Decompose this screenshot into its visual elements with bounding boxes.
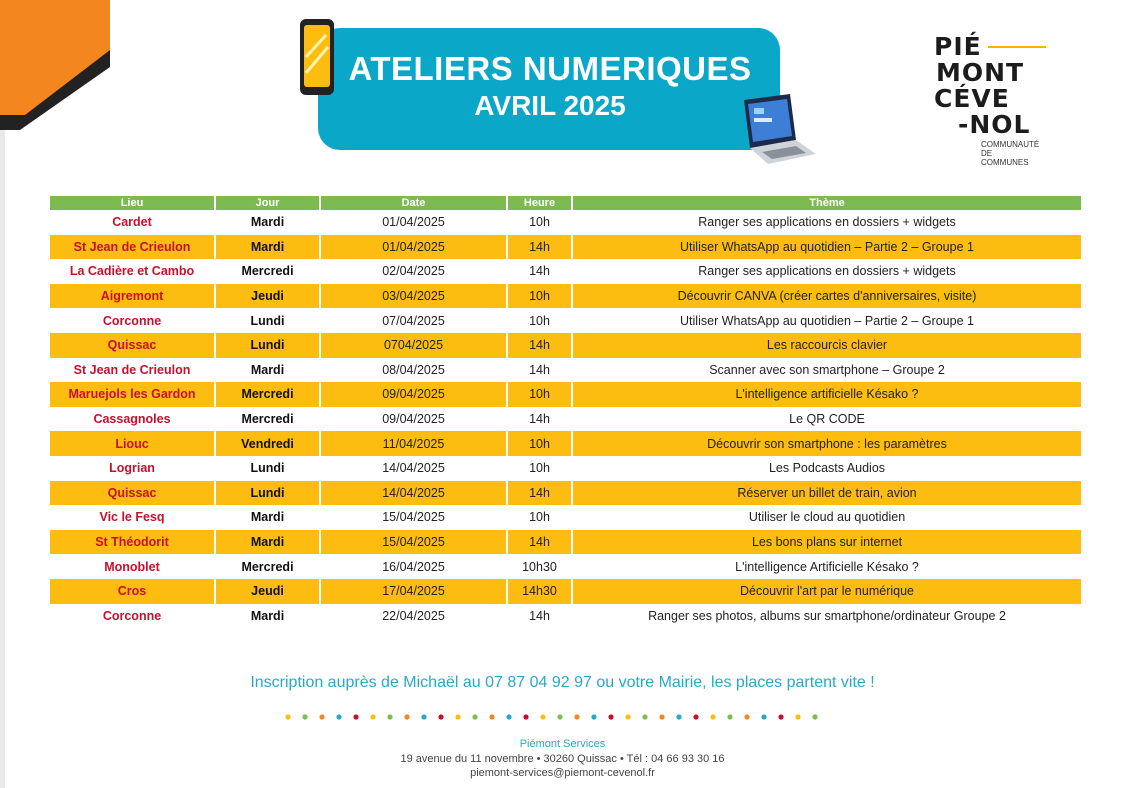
cell-lieu: Cardet — [50, 210, 215, 235]
logo-line: PIÉ — [934, 32, 982, 61]
table-row — [50, 358, 1081, 383]
decorative-dot — [319, 714, 324, 719]
table-row — [50, 579, 1081, 604]
cell-lieu: Monoblet — [50, 554, 215, 579]
cell-lieu: Logrian — [50, 456, 215, 481]
cell-theme: Découvrir CANVA (créer cartes d'anniversaires, visite) — [572, 284, 1081, 309]
cell-date: 01/04/2025 — [320, 235, 507, 260]
logo-tagline-line: COMMUNAUTÉ — [981, 140, 1040, 149]
table-row — [50, 333, 1081, 358]
table-row — [50, 284, 1081, 309]
cell-heure: 14h — [507, 481, 572, 506]
decorative-dot — [557, 714, 562, 719]
decorative-dot — [744, 714, 749, 719]
cell-lieu: St Jean de Crieulon — [50, 358, 215, 383]
cell-theme: Scanner avec son smartphone – Groupe 2 — [572, 358, 1081, 383]
piemont-cevenol-logo — [930, 30, 1070, 170]
cell-date: 09/04/2025 — [320, 407, 507, 432]
cell-heure: 10h — [507, 284, 572, 309]
cell-jour: Mardi — [215, 358, 320, 383]
decorative-dot — [489, 714, 494, 719]
cell-jour: Mercredi — [215, 259, 320, 284]
logo-line: CÉVE — [934, 84, 1010, 113]
cell-lieu: Vic le Fesq — [50, 505, 215, 530]
decorative-dot — [778, 714, 783, 719]
cell-jour: Jeudi — [215, 284, 320, 309]
cell-theme: Ranger ses applications en dossiers + widgets — [572, 259, 1081, 284]
cell-date: 02/04/2025 — [320, 259, 507, 284]
cell-theme: Utiliser WhatsApp au quotidien – Partie 2 – Groupe 1 — [572, 235, 1081, 260]
cell-theme: Réserver un billet de train, avion — [572, 481, 1081, 506]
decorative-dot — [336, 714, 341, 719]
logo-tagline-line: DE — [981, 149, 993, 158]
cell-theme: Les bons plans sur internet — [572, 530, 1081, 555]
cell-heure: 14h30 — [507, 579, 572, 604]
table-row — [50, 210, 1081, 235]
cell-lieu: Aigremont — [50, 284, 215, 309]
cell-date: 08/04/2025 — [320, 358, 507, 383]
cell-jour: Mardi — [215, 604, 320, 629]
cell-jour: Mardi — [215, 210, 320, 235]
cell-heure: 10h — [507, 431, 572, 456]
cell-heure: 10h30 — [507, 554, 572, 579]
cell-jour: Lundi — [215, 481, 320, 506]
cell-lieu: La Cadière et Cambo — [50, 259, 215, 284]
cell-date: 14/04/2025 — [320, 481, 507, 506]
decorative-dot — [421, 714, 426, 719]
cell-lieu: Corconne — [50, 308, 215, 333]
cell-lieu: Cassagnoles — [50, 407, 215, 432]
footer-email: piemont-services@piemont-cevenol.fr — [470, 767, 655, 779]
cell-jour: Jeudi — [215, 579, 320, 604]
registration-info: Inscription auprès de Michaël au 07 87 04 92 97 ou votre Mairie, les places partent vite ! — [250, 674, 875, 691]
logo-line: -NOL — [958, 110, 1031, 139]
cell-date: 17/04/2025 — [320, 579, 507, 604]
cell-heure: 14h — [507, 259, 572, 284]
decorative-dot — [761, 714, 766, 719]
decorative-corner-shape — [0, 0, 110, 130]
cell-lieu: Quissac — [50, 333, 215, 358]
table-row — [50, 308, 1081, 333]
cell-theme: Utiliser WhatsApp au quotidien – Partie 2 – Groupe 1 — [572, 308, 1081, 333]
decorative-dot — [472, 714, 477, 719]
cell-date: 16/04/2025 — [320, 554, 507, 579]
cell-heure: 14h — [507, 235, 572, 260]
cell-theme: L'intelligence artificielle Késako ? — [572, 382, 1081, 407]
logo-line: MONT — [936, 58, 1025, 87]
decorative-dot — [285, 714, 290, 719]
decorative-dot — [370, 714, 375, 719]
table-row — [50, 481, 1081, 506]
footer-address: 19 avenue du 11 novembre • 30260 Quissac • Tél : 04 66 93 30 16 — [400, 753, 725, 765]
cell-jour: Mercredi — [215, 382, 320, 407]
cell-date: 15/04/2025 — [320, 505, 507, 530]
cell-date: 0704/2025 — [320, 333, 507, 358]
cell-date: 22/04/2025 — [320, 604, 507, 629]
table-row — [50, 505, 1081, 530]
cell-lieu: Liouc — [50, 431, 215, 456]
cell-heure: 14h — [507, 530, 572, 555]
cell-theme: Ranger ses applications en dossiers + widgets — [572, 210, 1081, 235]
cell-date: 09/04/2025 — [320, 382, 507, 407]
cell-theme: Découvrir son smartphone : les paramètres — [572, 431, 1081, 456]
decorative-dot — [812, 714, 817, 719]
column-header-theme: Thème — [572, 196, 1081, 210]
cell-date: 11/04/2025 — [320, 431, 507, 456]
logo-tagline-line: COMMUNES — [981, 158, 1029, 167]
cell-heure: 10h — [507, 308, 572, 333]
decorative-dot — [693, 714, 698, 719]
decorative-dot — [523, 714, 528, 719]
decorative-dot — [659, 714, 664, 719]
cell-lieu: Corconne — [50, 604, 215, 629]
cell-heure: 14h — [507, 407, 572, 432]
column-header-jour: Jour — [215, 196, 320, 210]
table-row — [50, 554, 1081, 579]
decorative-dot — [591, 714, 596, 719]
decorative-dot — [438, 714, 443, 719]
table-header-row — [50, 196, 1081, 210]
cell-lieu: St Théodorit — [50, 530, 215, 555]
cell-jour: Mardi — [215, 530, 320, 555]
decorative-dot — [710, 714, 715, 719]
cell-date: 15/04/2025 — [320, 530, 507, 555]
cell-date: 07/04/2025 — [320, 308, 507, 333]
cell-jour: Vendredi — [215, 431, 320, 456]
cell-heure: 14h — [507, 604, 572, 629]
title-banner — [318, 28, 780, 150]
cell-heure: 10h — [507, 456, 572, 481]
cell-heure: 14h — [507, 333, 572, 358]
decorative-dot — [795, 714, 800, 719]
cell-jour: Lundi — [215, 333, 320, 358]
column-header-lieu: Lieu — [50, 196, 215, 210]
column-header-date: Date — [320, 196, 507, 210]
cell-lieu: St Jean de Crieulon — [50, 235, 215, 260]
cell-jour: Mardi — [215, 235, 320, 260]
cell-lieu: Quissac — [50, 481, 215, 506]
decorative-dot — [455, 714, 460, 719]
cell-jour: Mardi — [215, 505, 320, 530]
cell-heure: 10h — [507, 505, 572, 530]
cell-theme: Les Podcasts Audios — [572, 456, 1081, 481]
cell-heure: 14h — [507, 358, 572, 383]
table-row — [50, 407, 1081, 432]
table-row — [50, 431, 1081, 456]
laptop-icon — [740, 92, 818, 166]
footer-organization: Piémont Services — [519, 738, 606, 750]
decorative-dot — [540, 714, 545, 719]
decorative-dot — [727, 714, 732, 719]
table-row — [50, 530, 1081, 555]
decorative-dots — [280, 710, 820, 724]
cell-jour: Lundi — [215, 456, 320, 481]
decorative-dot — [387, 714, 392, 719]
decorative-dot — [676, 714, 681, 719]
table-row — [50, 456, 1081, 481]
cell-lieu: Cros — [50, 579, 215, 604]
cell-theme: Les raccourcis clavier — [572, 333, 1081, 358]
cell-jour: Mercredi — [215, 554, 320, 579]
page-title: ATELIERS NUMERIQUES — [348, 50, 752, 87]
cell-theme: Le QR CODE — [572, 407, 1081, 432]
decorative-dot — [404, 714, 409, 719]
decorative-dot — [642, 714, 647, 719]
cell-date: 03/04/2025 — [320, 284, 507, 309]
logo-tagline — [981, 140, 1039, 167]
cell-heure: 10h — [507, 210, 572, 235]
cell-theme: Ranger ses photos, albums sur smartphone/ordinateur Groupe 2 — [572, 604, 1081, 629]
table-row — [50, 382, 1081, 407]
cell-theme: Découvrir l'art par le numérique — [572, 579, 1081, 604]
cell-jour: Lundi — [215, 308, 320, 333]
cell-lieu: Maruejols les Gardon — [50, 382, 215, 407]
decorative-dot — [302, 714, 307, 719]
schedule-table — [50, 196, 1081, 628]
table-row — [50, 235, 1081, 260]
column-header-heure: Heure — [507, 196, 572, 210]
decorative-dot — [574, 714, 579, 719]
cell-jour: Mercredi — [215, 407, 320, 432]
cell-heure: 10h — [507, 382, 572, 407]
decorative-dot — [353, 714, 358, 719]
cell-theme: Utiliser le cloud au quotidien — [572, 505, 1081, 530]
table-row — [50, 259, 1081, 284]
page-subtitle: AVRIL 2025 — [474, 90, 626, 121]
decorative-dot — [625, 714, 630, 719]
cell-date: 01/04/2025 — [320, 210, 507, 235]
table-row — [50, 604, 1081, 629]
decorative-dot — [506, 714, 511, 719]
schedule-body — [50, 210, 1081, 628]
cell-theme: L'intelligence Artificielle Késako ? — [572, 554, 1081, 579]
cell-date: 14/04/2025 — [320, 456, 507, 481]
decorative-dot — [608, 714, 613, 719]
